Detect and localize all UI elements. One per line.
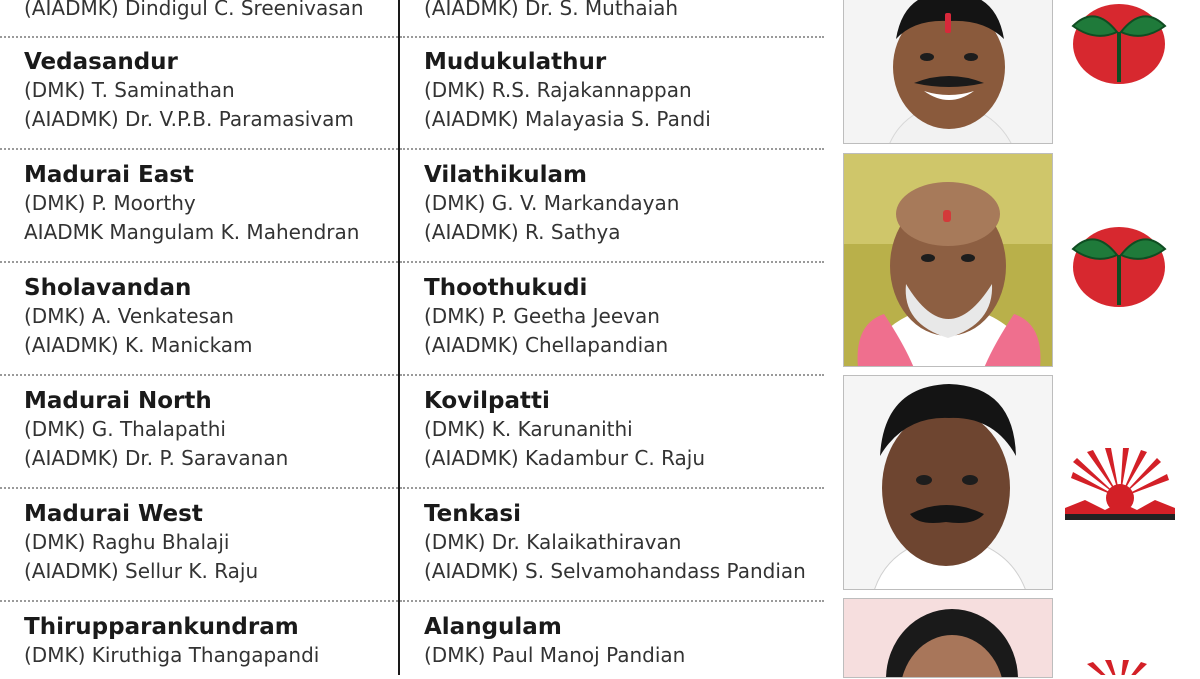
aiadmk-candidate: (AIADMK) Chellapandian	[424, 332, 669, 357]
aiadmk-candidate: (AIADMK) Dr. V.P.B. Paramasivam	[24, 106, 354, 131]
constituency-name: Thoothukudi	[424, 275, 588, 301]
constituency-name: Kovilpatti	[424, 388, 550, 414]
row-separator	[400, 487, 824, 489]
constituency-entry	[24, 161, 398, 246]
dmk-candidate: (DMK) G. Thalapathi	[24, 417, 226, 441]
row-separator	[0, 148, 398, 150]
constituency-entry	[24, 500, 398, 585]
candidate-photo	[843, 153, 1053, 367]
left-column	[0, 0, 398, 675]
dmk-candidate: (DMK) Raghu Bhalaji	[24, 530, 230, 554]
aiadmk-candidate: (AIADMK) R. Sathya	[424, 219, 621, 244]
aiadmk-candidate: (AIADMK) K. Manickam	[24, 332, 253, 357]
dmk-candidate: (DMK) Kiruthiga Thangapandi	[24, 643, 320, 667]
aiadmk-candidate: (AIADMK) Dr. P. Saravanan	[24, 445, 289, 470]
aiadmk-candidate: (AIADMK) Dindigul C. Sreenivasan	[24, 0, 364, 20]
aiadmk-candidate: AIADMK Mangulam K. Mahendran	[24, 219, 360, 244]
aiadmk-candidate: (AIADMK) Sellur K. Raju	[24, 558, 259, 583]
constituency-name: Madurai East	[24, 162, 194, 188]
row-separator	[0, 36, 398, 38]
dmk-candidate: (DMK) P. Geetha Jeevan	[424, 304, 660, 328]
aiadmk-candidate: (AIADMK) Dr. S. Muthaiah	[424, 0, 679, 20]
constituency-entry	[24, 387, 398, 472]
row-separator	[400, 600, 824, 602]
constituency-entry	[24, 274, 398, 359]
constituency-entry	[424, 48, 820, 133]
dmk-candidate: (DMK) K. Karunanithi	[424, 417, 633, 441]
constituency-entry	[424, 274, 820, 359]
candidate-photo	[843, 375, 1053, 590]
constituency-entry	[424, 613, 820, 670]
middle-column	[400, 0, 820, 675]
constituency-entry	[24, 0, 398, 23]
constituency-entry	[424, 500, 820, 585]
constituency-name: Sholavandan	[24, 275, 192, 301]
dmk-candidate: (DMK) T. Saminathan	[24, 78, 235, 102]
row-separator	[400, 374, 824, 376]
constituency-name: Tenkasi	[424, 501, 521, 527]
constituency-name: Vedasandur	[24, 49, 178, 75]
constituency-entry	[24, 48, 398, 133]
aiadmk-candidate: (AIADMK) S. Selvamohandass Pandian	[424, 558, 806, 583]
aiadmk-candidate: (AIADMK) Malayasia S. Pandi	[424, 106, 711, 131]
candidate-photo	[843, 0, 1053, 144]
constituency-entry	[424, 161, 820, 246]
constituency-entry	[24, 613, 398, 670]
constituency-name: Madurai West	[24, 501, 203, 527]
constituency-entry	[424, 387, 820, 472]
row-separator	[0, 487, 398, 489]
dmk-candidate: (DMK) A. Venkatesan	[24, 304, 234, 328]
two-leaves-symbol-icon	[1065, 225, 1175, 307]
constituency-name: Vilathikulam	[424, 162, 587, 188]
dmk-candidate: (DMK) G. V. Markandayan	[424, 191, 680, 215]
constituency-entry	[424, 0, 820, 23]
row-separator	[400, 148, 824, 150]
constituency-name: Madurai North	[24, 388, 212, 414]
aiadmk-candidate: (AIADMK) Kadambur C. Raju	[424, 445, 706, 470]
two-leaves-symbol-icon	[1065, 2, 1175, 84]
constituency-name: Mudukulathur	[424, 49, 607, 75]
row-separator	[0, 374, 398, 376]
candidate-photo	[843, 598, 1053, 678]
dmk-candidate: (DMK) R.S. Rajakannappan	[424, 78, 692, 102]
rising-sun-symbol-icon	[1065, 448, 1175, 520]
dmk-candidate: (DMK) Dr. Kalaikathiravan	[424, 530, 682, 554]
constituency-name: Alangulam	[424, 614, 562, 640]
row-separator	[400, 36, 824, 38]
dmk-candidate: (DMK) P. Moorthy	[24, 191, 196, 215]
row-separator	[0, 600, 398, 602]
dmk-candidate: (DMK) Paul Manoj Pandian	[424, 643, 686, 667]
rising-sun-symbol-icon	[1065, 660, 1175, 675]
row-separator	[0, 261, 398, 263]
constituency-name: Thirupparankundram	[24, 614, 299, 640]
row-separator	[400, 261, 824, 263]
